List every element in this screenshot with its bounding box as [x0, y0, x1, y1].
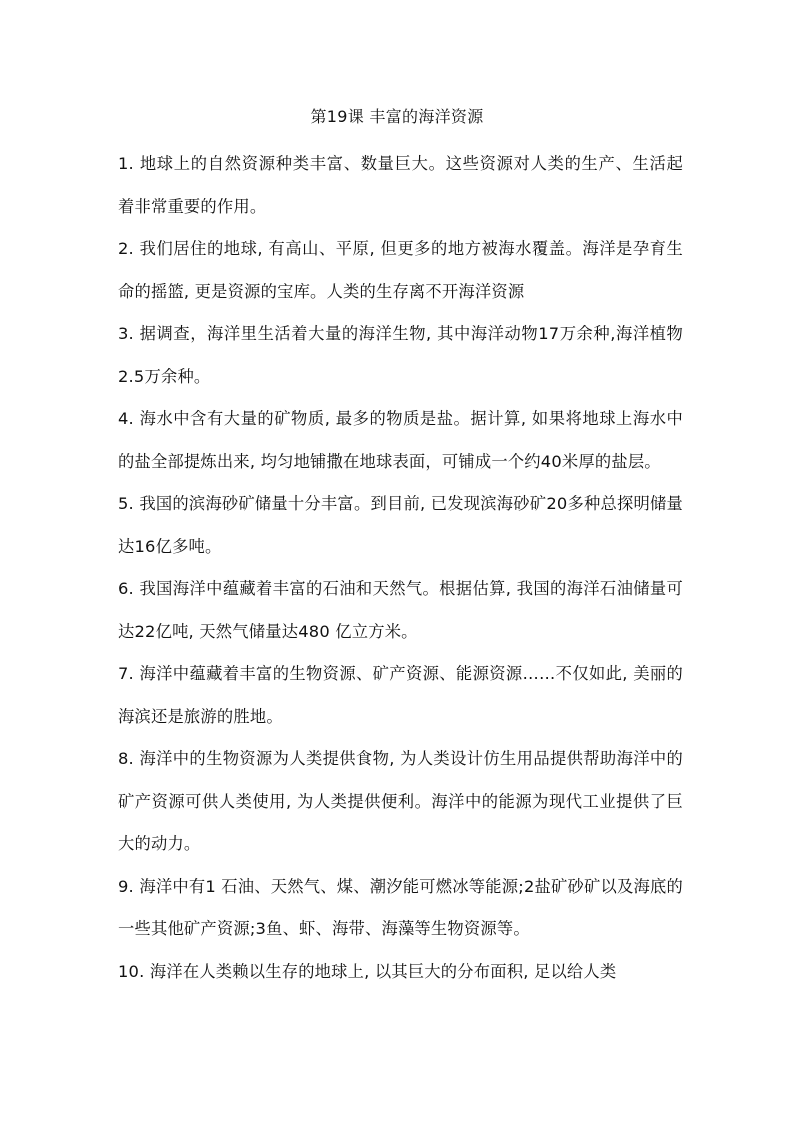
page-title: 第19课 丰富的海洋资源: [310, 107, 484, 126]
paragraph-5: 5. 我国的滨海砂矿储量十分丰富。到目前, 已发现滨海砂矿20多种总探明储量达16亿多吨。: [118, 494, 683, 556]
paragraph-4: 4. 海水中含有大量的矿物质, 最多的物质是盐。据计算, 如果将地球上海水中的盐全部提炼出来, 均匀地铺撒在地球表面，可铺成一个约40米厚的盐层。: [118, 409, 683, 471]
paragraph-8: 8. 海洋中的生物资源为人类提供食物, 为人类设计仿生用品提供帮助海洋中的矿产资源可供人类使用, 为人类提供便利。海洋中的能源为现代工业提供了巨大的动力。: [118, 749, 683, 853]
paragraph-3: 3. 据调查，海洋里生活着大量的海洋生物, 其中海洋动物17万余种,海洋植物2.5万余种。: [118, 324, 683, 386]
document-body: [118, 143, 683, 993]
paragraph-10: 10. 海洋在人类赖以生存的地球上, 以其巨大的分布面积, 足以给人类: [118, 961, 617, 981]
paragraph-7: 7. 海洋中蕴藏着丰富的生物资源、矿产资源、能源资源……不仅如此, 美丽的海滨还是旅游的胜地。: [118, 664, 683, 726]
paragraph-6: 6. 我国海洋中蕴藏着丰富的石油和天然气。根据估算, 我国的海洋石油储量可达22亿吨, 天然气储量达480 亿立方米。: [118, 579, 683, 641]
paragraph-9: 9. 海洋中有1 石油、天然气、煤、潮汐能可燃冰等能源;2盐矿砂矿以及海底的一些其他矿产资源;3鱼、虾、海带、海藻等生物资源等。: [118, 876, 683, 938]
paragraph-2: 2. 我们居住的地球, 有高山、平原, 但更多的地方被海水覆盖。海洋是孕育生命的摇篮, 更是资源的宝库。人类的生存离不开海洋资源: [118, 239, 683, 301]
paragraph-1: 1. 地球上的自然资源种类丰富、数量巨大。这些资源对人类的生产、生活起着非常重要的作用。: [118, 154, 683, 216]
